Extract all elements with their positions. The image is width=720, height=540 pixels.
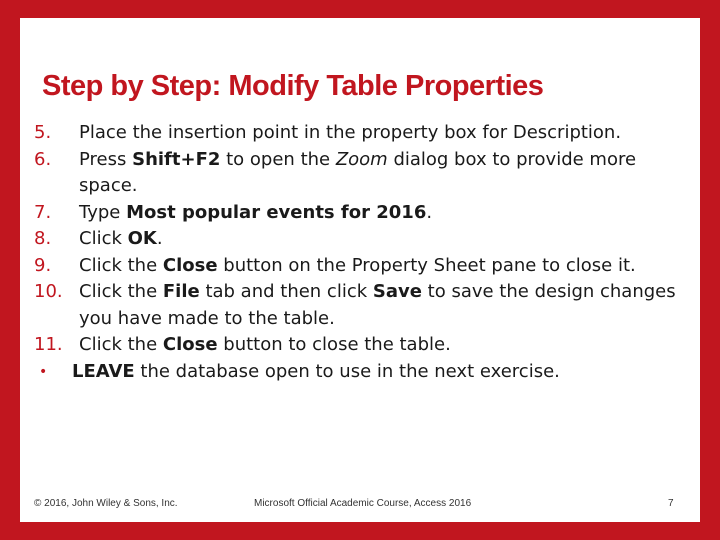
- step-text: Place the insertion point in the property box for Description.: [79, 122, 622, 143]
- step-text: Click the: [79, 254, 163, 276]
- step-number: 5.: [34, 122, 52, 143]
- step-keyword: Most popular events for 2016: [126, 201, 427, 223]
- step-item: [34, 120, 694, 147]
- slide-title: Step by Step: Modify Table Properties: [42, 70, 544, 102]
- step-text: .: [156, 228, 163, 249]
- step-text: Click: [79, 228, 128, 249]
- step-emphasis: Zoom: [335, 148, 388, 170]
- slide: [20, 18, 700, 522]
- bullet-keyword: LEAVE: [72, 360, 135, 382]
- step-keyword: Shift+F2: [132, 148, 221, 170]
- step-item: [34, 332, 694, 359]
- step-text: Type: [79, 201, 127, 223]
- page-number: 7: [668, 498, 674, 509]
- step-text: to open the: [220, 148, 336, 170]
- step-keyword: File: [162, 281, 200, 302]
- step-text: button to close the table.: [217, 334, 451, 355]
- step-number: 10.: [34, 281, 63, 302]
- step-text: Press: [79, 148, 133, 170]
- step-item: [34, 200, 694, 227]
- step-text: button on the Property Sheet pane to close it.: [217, 254, 636, 276]
- step-keyword: OK: [127, 228, 157, 249]
- step-text: dialog box to provide more space.: [79, 148, 637, 196]
- step-list: [34, 120, 694, 385]
- step-text: to save the design changes you have made to the table.: [79, 281, 676, 329]
- step-number: 8.: [34, 228, 52, 249]
- step-keyword: Save: [372, 281, 422, 302]
- bullet-icon: •: [39, 363, 48, 380]
- step-item: [34, 253, 694, 280]
- step-item: [34, 279, 694, 332]
- step-item: [34, 226, 694, 253]
- bullet-item: [34, 359, 694, 386]
- step-text: .: [426, 201, 433, 223]
- step-number: 11.: [34, 334, 63, 355]
- step-item: [34, 147, 694, 200]
- step-text: Click the: [79, 281, 163, 302]
- step-number: 9.: [34, 254, 52, 276]
- bullet-text: the database open to use in the next exercise.: [134, 360, 560, 382]
- step-keyword: Close: [162, 254, 218, 276]
- step-text: Click the: [79, 334, 163, 355]
- step-keyword: Close: [162, 334, 218, 355]
- footer-copyright: © 2016, John Wiley & Sons, Inc.: [34, 498, 178, 509]
- step-text: tab and then click: [199, 281, 373, 302]
- step-number: 7.: [34, 201, 52, 223]
- step-number: 6.: [34, 148, 52, 170]
- footer-course: Microsoft Official Academic Course, Access 2016: [254, 498, 472, 509]
